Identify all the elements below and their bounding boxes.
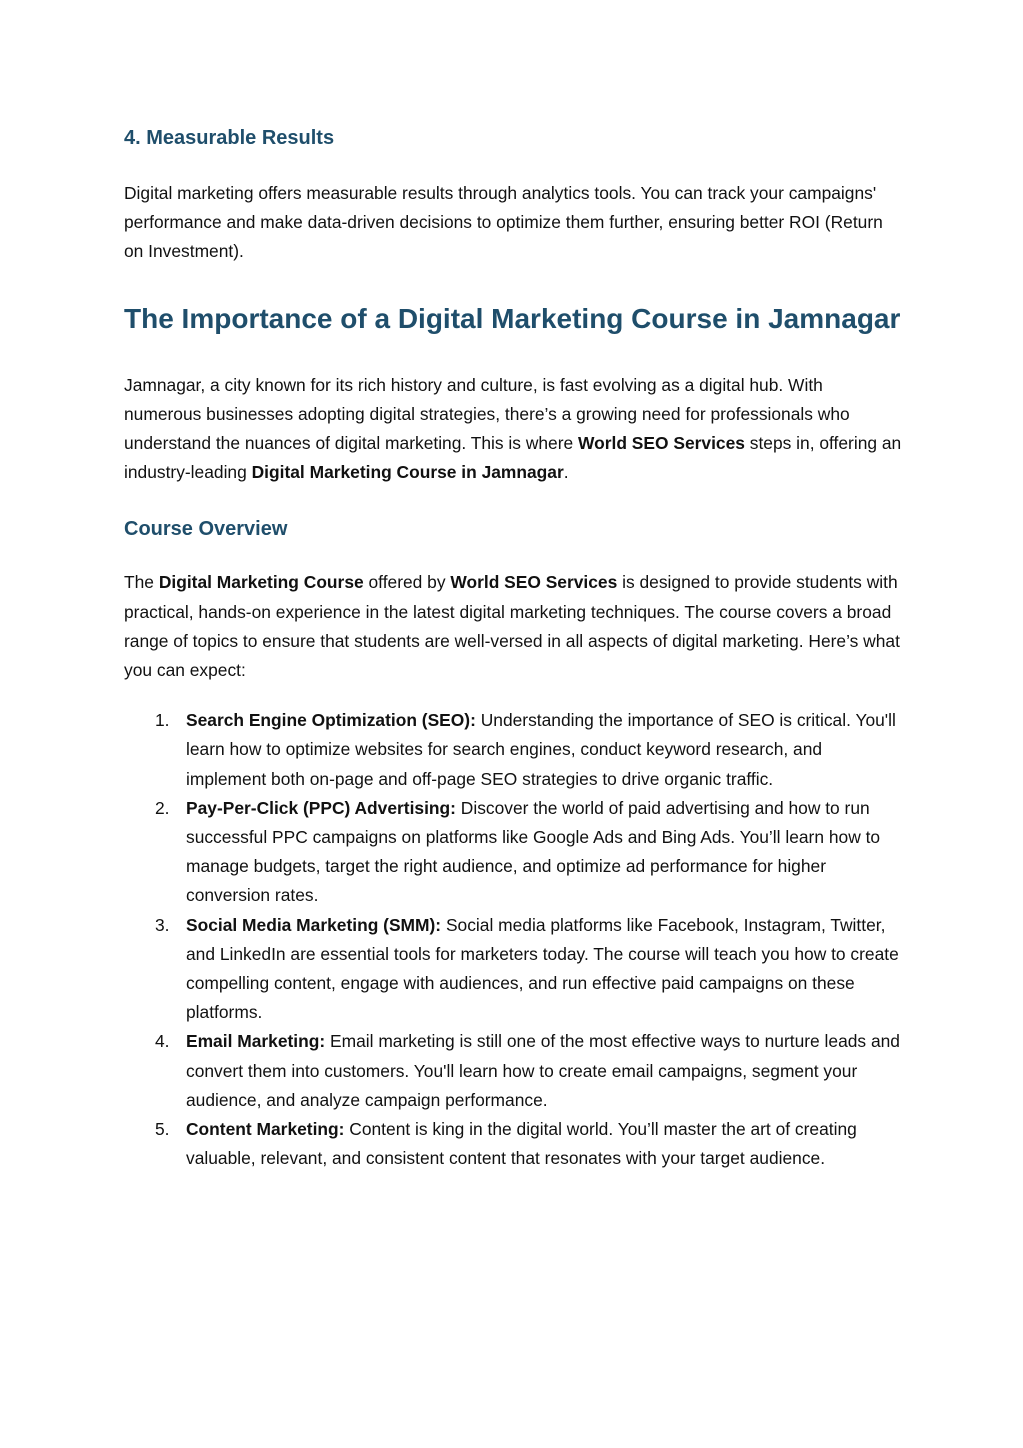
text-run: steps in, offering an industry-leading bbox=[124, 433, 902, 483]
list-item-text: Content is king in the digital world. You’ll master the art of creating valuable, relevant, and consistent content that resonates with your target audience. bbox=[186, 1119, 857, 1169]
list-item-number: 4. bbox=[155, 1031, 170, 1052]
list-item-number: 3. bbox=[155, 914, 170, 935]
list-item-number: 2. bbox=[155, 797, 170, 818]
list-item-text: Discover the world of paid advertising and how to run successful PPC campaigns on platforms like Google Ads and Bing Ads. You’ll learn how to manage budgets, target the right audience, and optimize ad performance for higher conversion rates. bbox=[186, 797, 881, 906]
list-item-label: Social Media Marketing (SMM): bbox=[186, 914, 442, 935]
list-item-text: Understanding the importance of SEO is critical. You'll learn how to optimize websites for search engines, conduct keyword research, and implement both on-page and off-page SEO strategies to drive organic traffic. bbox=[186, 710, 896, 789]
list-item-text: Social media platforms like Facebook, Instagram, Twitter, and LinkedIn are essential tools for marketers today. The course will teach you how to create compelling content, engage with audiences, and run effective paid campaigns on these platforms. bbox=[186, 914, 899, 1023]
list-item bbox=[124, 911, 904, 1028]
list-item-label: Pay-Per-Click (PPC) Advertising: bbox=[186, 797, 456, 818]
bold-run: World SEO Services bbox=[578, 433, 745, 454]
list-item-text: Email marketing is still one of the most effective ways to nurture leads and convert them into customers. You'll learn how to create email campaigns, segment your audience, and analyze campaign performance. bbox=[186, 1031, 900, 1110]
text-run: Jamnagar, a city known for its rich history and culture, is fast evolving as a digital hub. With numerous businesses adopting digital strategies, there’s a growing need for professionals who understand the nuances of digital marketing. This is where bbox=[124, 374, 850, 454]
importance-paragraph bbox=[124, 371, 904, 488]
course-overview-paragraph bbox=[124, 568, 904, 685]
list-item-number: 1. bbox=[155, 710, 170, 731]
text-run: . bbox=[563, 462, 569, 483]
list-item bbox=[124, 1115, 904, 1173]
list-item bbox=[124, 794, 904, 911]
list-item-label: Content Marketing: bbox=[186, 1119, 345, 1140]
list-item-number: 5. bbox=[155, 1119, 170, 1140]
bold-run: Digital Marketing Course bbox=[158, 572, 364, 593]
importance-heading: The Importance of a Digital Marketing Course in Jamnagar bbox=[124, 302, 901, 334]
page-content bbox=[124, 122, 904, 1173]
list-item-label: Email Marketing: bbox=[186, 1031, 326, 1052]
bold-run: Digital Marketing Course in Jamnagar bbox=[251, 462, 564, 483]
list-item-label: Search Engine Optimization (SEO): bbox=[186, 710, 476, 731]
text-run: offered by bbox=[363, 572, 451, 593]
measurable-results-heading: 4. Measurable Results bbox=[124, 127, 335, 149]
text-run: The bbox=[124, 572, 159, 593]
list-item bbox=[124, 706, 904, 794]
course-overview-heading: Course Overview bbox=[124, 518, 288, 541]
measurable-results-text: Digital marketing offers measurable results through analytics tools. You can track your campaigns' performance and make data-driven decisions to optimize them further, ensuring better ROI (Return on Investment). bbox=[124, 183, 883, 262]
text-run: is designed to provide students with practical, hands-on experience in the latest digital marketing techniques. The course covers a broad range of topics to ensure that students are well-versed in all aspects of digital marketing. Here’s what you can expect: bbox=[124, 572, 900, 681]
course-topics-list bbox=[124, 706, 904, 1173]
list-item bbox=[124, 1027, 904, 1115]
bold-run: World SEO Services bbox=[450, 572, 618, 593]
